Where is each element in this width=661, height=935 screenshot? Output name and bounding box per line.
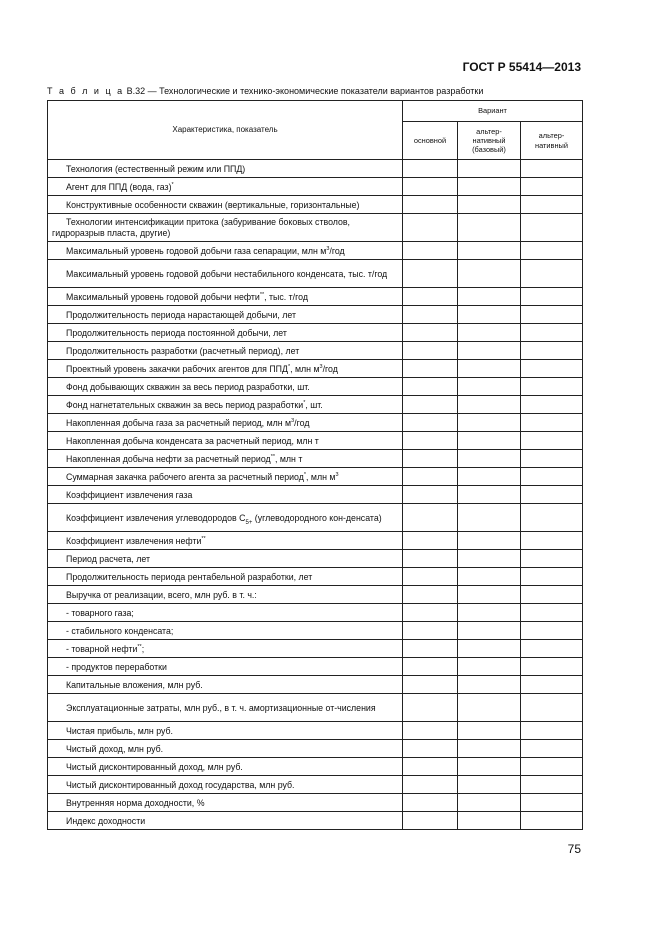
row-label	[48, 532, 403, 550]
empty-value-cell	[521, 758, 583, 776]
row-label-text: Фонд добывающих скважин за весь период разработки, шт.	[66, 381, 310, 392]
table-row	[48, 622, 583, 640]
empty-value-cell	[458, 414, 521, 432]
row-label	[48, 214, 403, 242]
row-label-text: Коэффициент извлечения нефти	[66, 535, 202, 546]
empty-value-cell	[458, 794, 521, 812]
empty-value-cell	[458, 288, 521, 306]
row-label-subscript: 5+	[245, 519, 253, 526]
row-label-text: - стабильного конденсата;	[66, 625, 174, 636]
row-label	[48, 758, 403, 776]
empty-value-cell	[458, 694, 521, 722]
table-row	[48, 486, 583, 504]
empty-value-cell	[521, 658, 583, 676]
row-label-text: Выручка от реализации, всего, млн руб. в т. ч.:	[66, 589, 257, 600]
empty-value-cell	[458, 486, 521, 504]
row-label-text: Период расчета, лет	[66, 553, 151, 564]
row-label-text: /год	[329, 245, 345, 256]
empty-value-cell	[403, 622, 458, 640]
empty-value-cell	[403, 378, 458, 396]
table-caption	[47, 86, 483, 96]
empty-value-cell	[458, 740, 521, 758]
table-row	[48, 812, 583, 830]
empty-value-cell	[403, 450, 458, 468]
empty-value-cell	[403, 604, 458, 622]
table-row	[48, 740, 583, 758]
empty-value-cell	[521, 604, 583, 622]
row-label-text: ;	[141, 643, 145, 654]
row-label-text: Максимальный уровень годовой добычи нефти	[66, 291, 260, 302]
empty-value-cell	[521, 722, 583, 740]
row-label-text: Накопленная добыча конденсата за расчетный период, млн т	[66, 435, 319, 446]
empty-value-cell	[521, 622, 583, 640]
table-row	[48, 396, 583, 414]
row-label	[48, 414, 403, 432]
row-label-text: Продолжительность периода нарастающей добычи, лет	[66, 309, 297, 320]
empty-value-cell	[403, 532, 458, 550]
row-label-superscript: 3	[319, 363, 323, 370]
header-variant-alt-base: альтер- нативный (базовый)	[458, 122, 521, 160]
row-label	[48, 360, 403, 378]
table-row	[48, 586, 583, 604]
empty-value-cell	[458, 776, 521, 794]
table-row	[48, 550, 583, 568]
empty-value-cell	[521, 432, 583, 450]
table-row	[48, 214, 583, 242]
row-label	[48, 468, 403, 486]
empty-value-cell	[403, 214, 458, 242]
table-row	[48, 178, 583, 196]
row-label	[48, 396, 403, 414]
empty-value-cell	[403, 242, 458, 260]
empty-value-cell	[521, 812, 583, 830]
empty-value-cell	[458, 306, 521, 324]
empty-value-cell	[521, 640, 583, 658]
table-row	[48, 450, 583, 468]
row-label	[48, 178, 403, 196]
empty-value-cell	[458, 178, 521, 196]
row-label-text: Накопленная добыча нефти за расчетный период	[66, 453, 271, 464]
row-label-text: Конструктивные особенности скважин (вертикальные, горизонтальные)	[66, 199, 360, 210]
table-row	[48, 432, 583, 450]
row-label-text: (углеводородного кон-денсата)	[252, 512, 382, 523]
empty-value-cell	[403, 160, 458, 178]
header-characteristic: Характеристика, показатель	[48, 101, 403, 160]
empty-value-cell	[458, 722, 521, 740]
row-label-text: - товарной нефти	[66, 643, 138, 654]
row-label	[48, 486, 403, 504]
empty-value-cell	[521, 586, 583, 604]
row-label-text: Технология (естественный режим или ППД)	[66, 163, 246, 174]
empty-value-cell	[521, 740, 583, 758]
row-label-superscript: **	[201, 535, 206, 542]
document-id: ГОСТ Р 55414—2013	[462, 60, 581, 74]
empty-value-cell	[458, 622, 521, 640]
table-row	[48, 260, 583, 288]
empty-value-cell	[521, 414, 583, 432]
row-label	[48, 342, 403, 360]
empty-value-cell	[458, 604, 521, 622]
empty-value-cell	[403, 812, 458, 830]
row-label	[48, 432, 403, 450]
header-variant: Вариант	[403, 101, 583, 122]
table-row	[48, 360, 583, 378]
empty-value-cell	[403, 568, 458, 586]
row-label-text: Технологии интенсификации притока (забуривание боковых стволов, гидроразрыв пласта, другие)	[52, 217, 351, 238]
empty-value-cell	[521, 396, 583, 414]
empty-value-cell	[521, 306, 583, 324]
empty-value-cell	[521, 776, 583, 794]
empty-value-cell	[521, 568, 583, 586]
row-label	[48, 260, 403, 288]
row-label-text: Чистый дисконтированный доход, млн руб.	[66, 761, 243, 772]
table-row	[48, 604, 583, 622]
empty-value-cell	[458, 812, 521, 830]
row-label-text: Максимальный уровень годовой добычи нестабильного конденсата, тыс. т/год	[66, 268, 388, 279]
empty-value-cell	[403, 324, 458, 342]
row-label	[48, 504, 403, 532]
empty-value-cell	[458, 758, 521, 776]
empty-value-cell	[521, 676, 583, 694]
empty-value-cell	[458, 658, 521, 676]
row-label-text: - продуктов переработки	[66, 661, 167, 672]
row-label	[48, 160, 403, 178]
row-label-superscript: **	[137, 643, 142, 650]
table-row	[48, 776, 583, 794]
empty-value-cell	[458, 468, 521, 486]
empty-value-cell	[521, 378, 583, 396]
row-label-text: - товарного газа;	[66, 607, 134, 618]
row-label	[48, 604, 403, 622]
row-label-superscript: *	[287, 363, 291, 370]
row-label	[48, 550, 403, 568]
row-label-text: , млн м	[306, 471, 336, 482]
empty-value-cell	[403, 740, 458, 758]
empty-value-cell	[521, 550, 583, 568]
row-label	[48, 676, 403, 694]
row-label-text: Чистый доход, млн руб.	[66, 743, 164, 754]
empty-value-cell	[403, 342, 458, 360]
row-label	[48, 196, 403, 214]
row-label-text: Внутренняя норма доходности, %	[66, 797, 205, 808]
row-label	[48, 740, 403, 758]
row-label	[48, 378, 403, 396]
row-label	[48, 586, 403, 604]
empty-value-cell	[521, 260, 583, 288]
empty-value-cell	[521, 360, 583, 378]
table-row	[48, 504, 583, 532]
empty-value-cell	[521, 468, 583, 486]
row-label-superscript: 3	[335, 471, 339, 478]
empty-value-cell	[521, 486, 583, 504]
header-variant-alt: альтер- нативный	[521, 122, 583, 160]
empty-value-cell	[521, 450, 583, 468]
empty-value-cell	[403, 432, 458, 450]
empty-value-cell	[403, 694, 458, 722]
row-label-text: /год	[322, 363, 338, 374]
empty-value-cell	[458, 676, 521, 694]
empty-value-cell	[458, 504, 521, 532]
empty-value-cell	[403, 658, 458, 676]
empty-value-cell	[403, 586, 458, 604]
empty-value-cell	[403, 288, 458, 306]
row-label-text: Капитальные вложения, млн руб.	[66, 679, 203, 690]
table-caption-label: Т а б л и ц а	[47, 86, 125, 96]
row-label-text: Суммарная закачка рабочего агента за расчетный период	[66, 471, 304, 482]
empty-value-cell	[403, 776, 458, 794]
table-row	[48, 758, 583, 776]
row-label-superscript: 3	[291, 417, 295, 424]
empty-value-cell	[521, 214, 583, 242]
row-label-text: Продолжительность разработки (расчетный период), лет	[66, 345, 300, 356]
empty-value-cell	[403, 758, 458, 776]
table-row	[48, 378, 583, 396]
row-label-text: Проектный уровень закачки рабочих агентов для ППД	[66, 363, 288, 374]
empty-value-cell	[458, 260, 521, 288]
row-label	[48, 722, 403, 740]
row-label	[48, 640, 403, 658]
table-row	[48, 568, 583, 586]
table-row	[48, 414, 583, 432]
row-label	[48, 794, 403, 812]
empty-value-cell	[521, 794, 583, 812]
empty-value-cell	[458, 342, 521, 360]
empty-value-cell	[458, 160, 521, 178]
empty-value-cell	[458, 214, 521, 242]
row-label-text: /год	[294, 417, 310, 428]
table-row	[48, 324, 583, 342]
empty-value-cell	[403, 550, 458, 568]
empty-value-cell	[458, 532, 521, 550]
table-row	[48, 640, 583, 658]
row-label	[48, 658, 403, 676]
empty-value-cell	[521, 242, 583, 260]
table-row	[48, 242, 583, 260]
page-number: 75	[567, 842, 581, 856]
table-caption-text: В.32 — Технологические и технико-экономические показатели вариантов разработки	[124, 86, 484, 96]
empty-value-cell	[521, 196, 583, 214]
row-label-text: Накопленная добыча газа за расчетный период, млн м	[66, 417, 292, 428]
empty-value-cell	[521, 342, 583, 360]
empty-value-cell	[521, 160, 583, 178]
empty-value-cell	[458, 242, 521, 260]
empty-value-cell	[458, 550, 521, 568]
row-label	[48, 450, 403, 468]
row-label	[48, 776, 403, 794]
table-body	[48, 160, 583, 830]
table-row	[48, 196, 583, 214]
empty-value-cell	[458, 640, 521, 658]
row-label-superscript: **	[259, 291, 265, 298]
row-label-superscript: *	[303, 471, 307, 478]
row-label-text: Максимальный уровень годовой добычи газа сепарации, млн м	[66, 245, 327, 256]
empty-value-cell	[521, 504, 583, 532]
row-label-superscript: 3	[326, 245, 330, 252]
row-label	[48, 812, 403, 830]
row-label-text: , млн м	[290, 363, 320, 374]
empty-value-cell	[403, 794, 458, 812]
row-label	[48, 242, 403, 260]
row-label-text: Продолжительность периода постоянной добычи, лет	[66, 327, 287, 338]
row-label-superscript: *	[303, 399, 306, 406]
table-row	[48, 532, 583, 550]
row-label-text: Агент для ППД (вода, газ)	[66, 181, 172, 192]
empty-value-cell	[458, 586, 521, 604]
indicators-table	[47, 100, 583, 830]
row-label-superscript: **	[270, 453, 275, 460]
row-label-text: Чистый дисконтированный доход государства, млн руб.	[66, 779, 295, 790]
row-label-text: Индекс доходности	[66, 815, 146, 826]
empty-value-cell	[403, 414, 458, 432]
table-row	[48, 306, 583, 324]
empty-value-cell	[403, 196, 458, 214]
row-label	[48, 622, 403, 640]
empty-value-cell	[403, 504, 458, 532]
empty-value-cell	[521, 324, 583, 342]
table-row	[48, 288, 583, 306]
row-label	[48, 324, 403, 342]
row-label	[48, 306, 403, 324]
table-row	[48, 676, 583, 694]
table-row	[48, 722, 583, 740]
header-variant-main: основной	[403, 122, 458, 160]
empty-value-cell	[521, 694, 583, 722]
row-label	[48, 288, 403, 306]
empty-value-cell	[458, 396, 521, 414]
empty-value-cell	[403, 396, 458, 414]
empty-value-cell	[458, 450, 521, 468]
empty-value-cell	[458, 324, 521, 342]
empty-value-cell	[403, 260, 458, 288]
empty-value-cell	[403, 486, 458, 504]
row-label	[48, 694, 403, 722]
row-label-text: , млн т	[274, 453, 303, 464]
empty-value-cell	[521, 288, 583, 306]
table-row	[48, 794, 583, 812]
table-row	[48, 694, 583, 722]
empty-value-cell	[458, 360, 521, 378]
empty-value-cell	[458, 196, 521, 214]
empty-value-cell	[403, 306, 458, 324]
empty-value-cell	[458, 432, 521, 450]
table-row	[48, 342, 583, 360]
row-label-superscript: *	[171, 181, 174, 188]
empty-value-cell	[403, 640, 458, 658]
row-label	[48, 568, 403, 586]
empty-value-cell	[403, 676, 458, 694]
row-label-text: Эксплуатационные затраты, млн руб., в т. ч. амортизационные от-числения	[66, 702, 376, 713]
row-label-text: Фонд нагнетательных скважин за весь период разработки	[66, 399, 304, 410]
empty-value-cell	[521, 178, 583, 196]
empty-value-cell	[458, 568, 521, 586]
table-row	[48, 658, 583, 676]
row-label-text: , тыс. т/год	[264, 291, 308, 302]
table-row	[48, 160, 583, 178]
row-label-text: Продолжительность периода рентабельной разработки, лет	[66, 571, 313, 582]
empty-value-cell	[521, 532, 583, 550]
row-label-text: Коэффициент извлечения газа	[66, 489, 193, 500]
empty-value-cell	[403, 722, 458, 740]
empty-value-cell	[403, 360, 458, 378]
empty-value-cell	[403, 178, 458, 196]
table-row	[48, 468, 583, 486]
empty-value-cell	[458, 378, 521, 396]
empty-value-cell	[403, 468, 458, 486]
row-label-text: Чистая прибыль, млн руб.	[66, 725, 173, 736]
row-label-text: Коэффициент извлечения углеводородов С	[66, 512, 246, 523]
row-label-text: , шт.	[305, 399, 323, 410]
